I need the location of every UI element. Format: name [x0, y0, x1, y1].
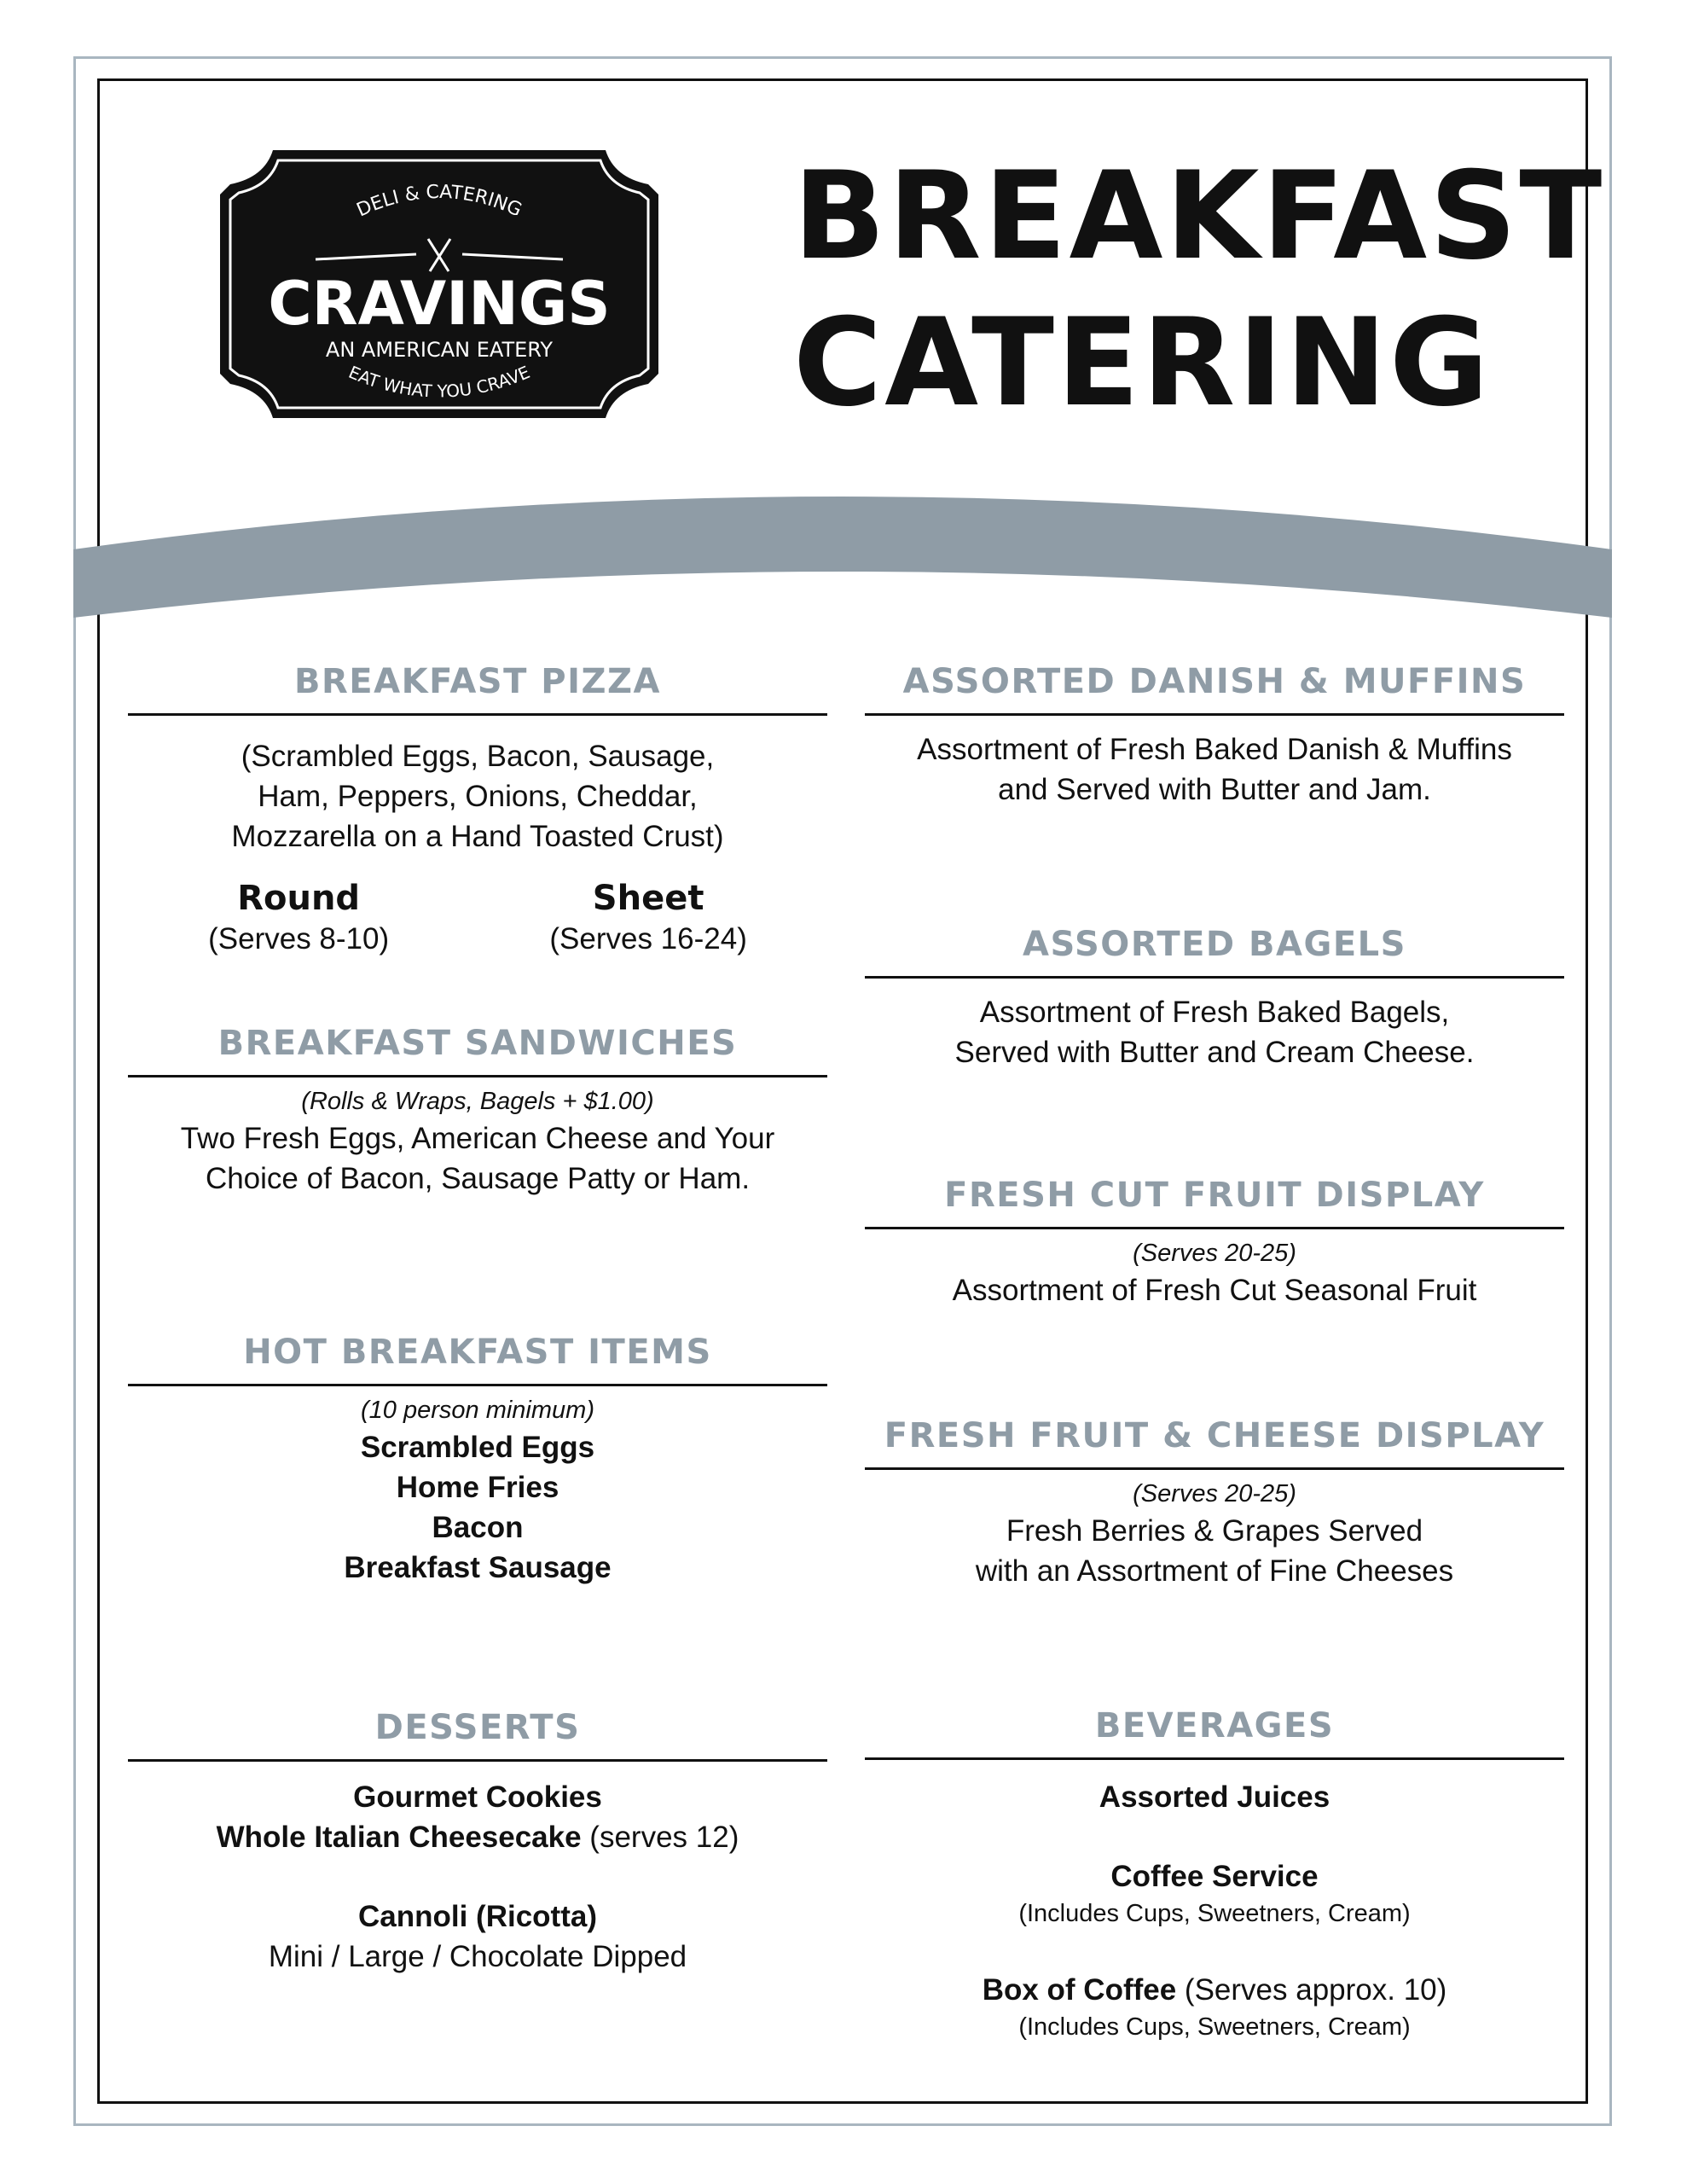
menu-item: Breakfast Sausage	[344, 1551, 612, 1584]
section-note: (Rolls & Wraps, Bagels + $1.00)	[301, 1088, 654, 1115]
section-heading: HOT BREAKFAST ITEMS	[128, 1333, 827, 1386]
section-beverages	[865, 1706, 1564, 2044]
section-assorted-bagels	[865, 925, 1564, 1072]
item-description: Mini / Large / Chocolate Dipped	[268, 1940, 687, 1973]
item-note: (Includes Cups, Sweetners, Cream)	[1018, 2013, 1411, 2041]
description-line: with an Assortment of Fine Cheeses	[975, 1554, 1454, 1588]
section-heading: FRESH FRUIT & CHEESE DISPLAY	[865, 1416, 1564, 1470]
size-label: Sheet	[592, 879, 704, 918]
size-serves: (Serves 8-10)	[208, 922, 390, 956]
section-desserts	[128, 1708, 827, 1977]
description-line: Assortment of Fresh Cut Seasonal Fruit	[952, 1274, 1477, 1307]
menu-item: Box of Coffee	[982, 1973, 1177, 2007]
logo-bottom-arc: EAT WHAT YOU CRAVE	[345, 361, 533, 402]
size-label: Round	[237, 879, 361, 918]
menu-item-with-note	[128, 1817, 827, 1857]
section-heading: ASSORTED DANISH & MUFFINS	[865, 662, 1564, 716]
menu-item: Bacon	[432, 1511, 524, 1544]
section-heading: BREAKFAST PIZZA	[128, 662, 827, 716]
header-swoosh-band	[73, 478, 1612, 631]
description-line: Mozzarella on a Hand Toasted Crust)	[231, 820, 724, 853]
page-title	[793, 143, 1605, 437]
item-note: (Includes Cups, Sweetners, Cream)	[1018, 1900, 1411, 1927]
size-sheet	[549, 877, 746, 959]
cravings-logo	[213, 143, 665, 425]
description-line: Fresh Berries & Grapes Served	[1006, 1514, 1423, 1548]
section-breakfast-sandwiches	[128, 1024, 827, 1199]
section-note: (Serves 20-25)	[1133, 1480, 1296, 1507]
section-fresh-fruit-cheese-display	[865, 1416, 1564, 1591]
description-line: and Served with Butter and Jam.	[998, 773, 1431, 806]
title-line-1: BREAKFAST	[793, 146, 1605, 287]
size-serves: (Serves 16-24)	[549, 922, 747, 956]
section-heading: FRESH CUT FRUIT DISPLAY	[865, 1176, 1564, 1229]
description-line: Assortment of Fresh Baked Bagels,	[979, 996, 1450, 1029]
title-line-2: CATERING	[793, 293, 1492, 433]
description-line: (Scrambled Eggs, Bacon, Sausage,	[241, 740, 715, 773]
section-fresh-cut-fruit-display	[865, 1176, 1564, 1310]
description-line: Choice of Bacon, Sausage Patty or Ham.	[205, 1162, 751, 1195]
item-note: (serves 12)	[581, 1821, 739, 1854]
description-line: Ham, Peppers, Onions, Cheddar,	[258, 780, 698, 813]
section-hot-breakfast-items	[128, 1333, 827, 1588]
menu-item: Coffee Service	[1110, 1860, 1319, 1893]
section-note: (10 person minimum)	[361, 1397, 594, 1424]
section-assorted-danish-muffins	[865, 662, 1564, 810]
logo-tagline: AN AMERICAN EATERY	[325, 338, 554, 362]
menu-item: Scrambled Eggs	[360, 1431, 595, 1464]
description-line: Two Fresh Eggs, American Cheese and Your	[180, 1122, 775, 1155]
logo-name: CRAVINGS	[268, 269, 611, 339]
pizza-sizes	[128, 877, 827, 959]
menu-item: Whole Italian Cheesecake	[216, 1821, 582, 1854]
section-heading: BEVERAGES	[865, 1706, 1564, 1760]
menu-item: Cannoli (Ricotta)	[358, 1900, 597, 1933]
menu-item: Gourmet Cookies	[353, 1780, 602, 1814]
section-heading: ASSORTED BAGELS	[865, 925, 1564, 979]
item-serves: (Serves approx. 10)	[1176, 1973, 1447, 2007]
section-note: (Serves 20-25)	[1133, 1240, 1296, 1267]
logo-top-arc: DELI & CATERING	[353, 181, 525, 222]
menu-item-with-note	[865, 1970, 1564, 2010]
section-heading: DESSERTS	[128, 1708, 827, 1762]
section-breakfast-pizza	[128, 662, 827, 959]
section-heading: BREAKFAST SANDWICHES	[128, 1024, 827, 1077]
menu-item: Home Fries	[396, 1471, 559, 1504]
description-line: Served with Butter and Cream Cheese.	[954, 1036, 1475, 1069]
menu-item: Assorted Juices	[1099, 1780, 1330, 1814]
size-round	[208, 877, 389, 959]
description-line: Assortment of Fresh Baked Danish & Muffins	[917, 733, 1512, 766]
